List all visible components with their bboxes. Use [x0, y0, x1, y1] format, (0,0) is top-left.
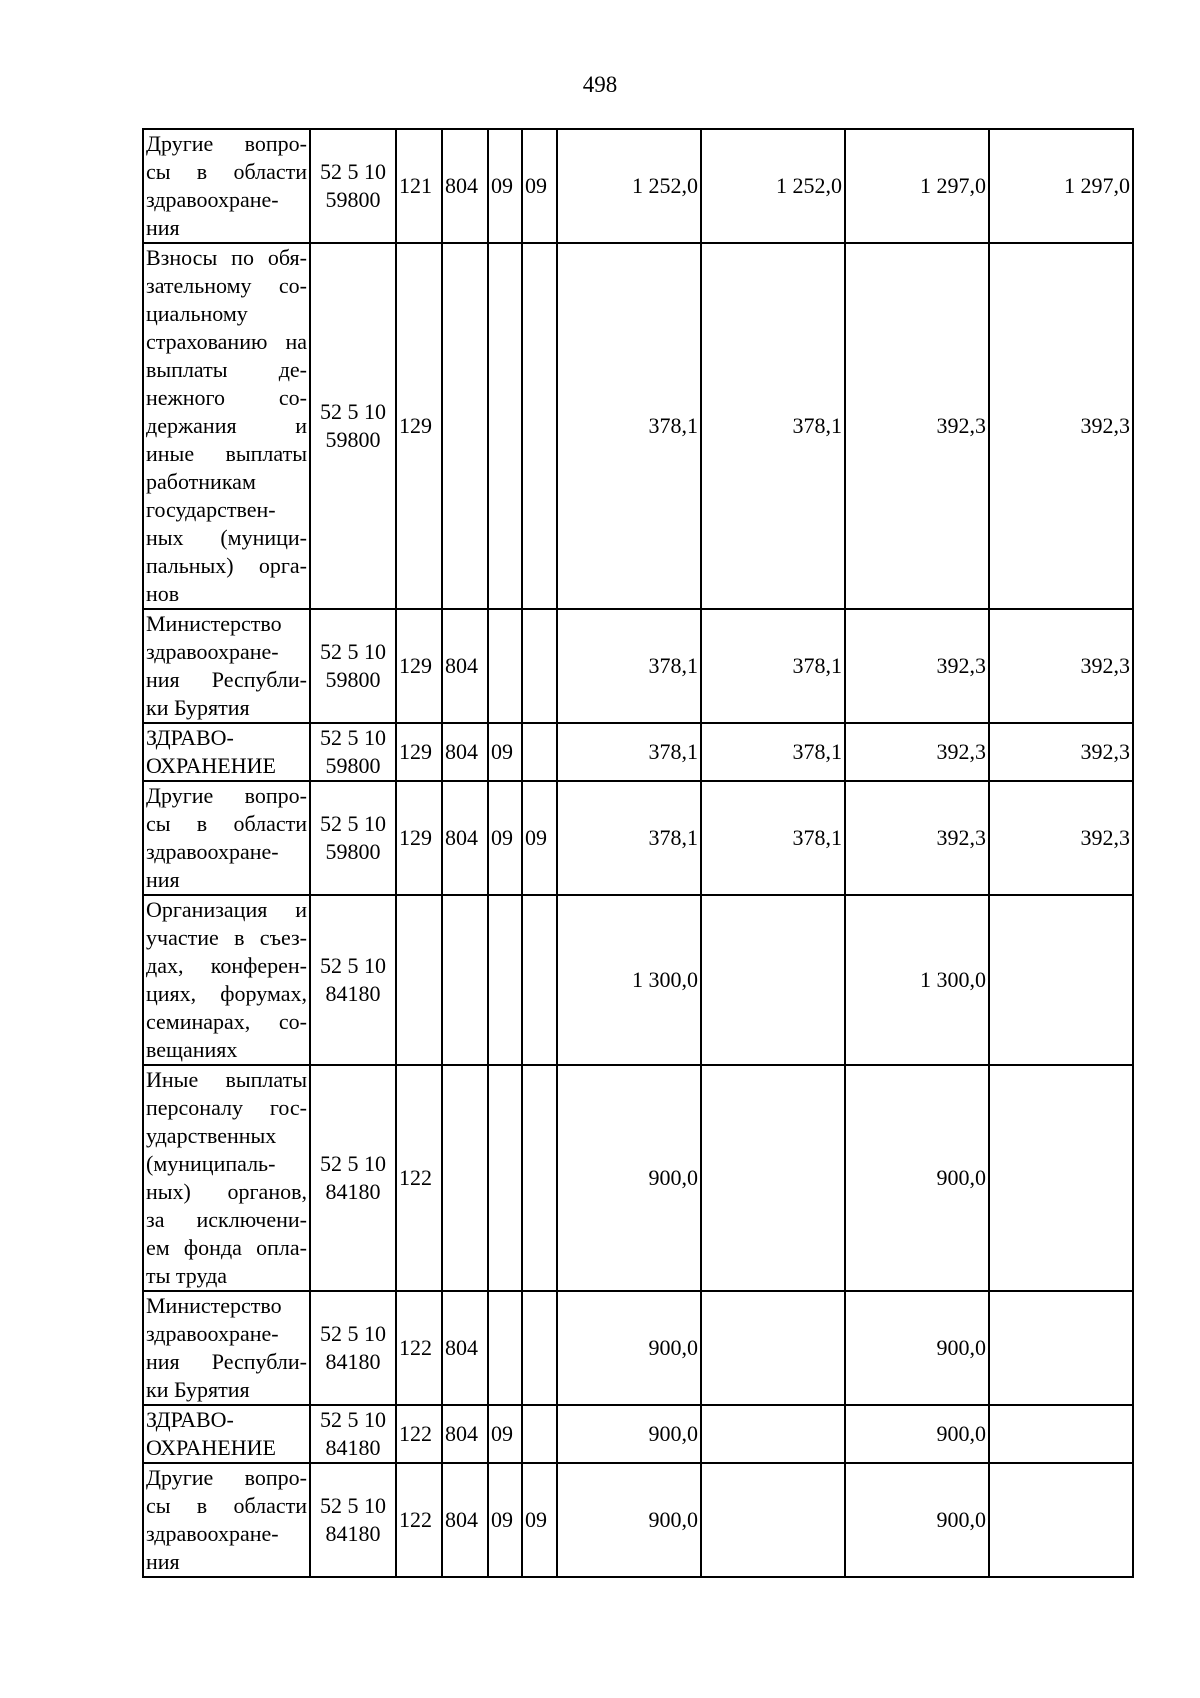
section-cell: 09 [488, 723, 522, 781]
amount-cell-4: 392,3 [989, 609, 1133, 723]
row-name-cell [143, 1463, 310, 1577]
amount-cell-1: 378,1 [557, 609, 701, 723]
row-name-line: здравоохране- [146, 187, 279, 212]
table-row [143, 1291, 1133, 1405]
ministry-code-cell [442, 1065, 488, 1291]
amount-cell-2 [701, 895, 845, 1065]
expense-type-cell: 122 [396, 1065, 442, 1291]
amount-cell-1: 900,0 [557, 1463, 701, 1577]
table-row [143, 723, 1133, 781]
amount-cell-2: 378,1 [701, 723, 845, 781]
expense-type-cell: 122 [396, 1405, 442, 1463]
amount-cell-2: 378,1 [701, 781, 845, 895]
expense-type-cell: 122 [396, 1291, 442, 1405]
amount-cell-1: 900,0 [557, 1065, 701, 1291]
target-article-line: 84180 [325, 1435, 381, 1460]
row-name-line: циях, форумах, [146, 981, 307, 1006]
row-name-line: (муниципаль- [146, 1151, 276, 1176]
expense-type-cell: 129 [396, 243, 442, 609]
expense-type-cell: 121 [396, 129, 442, 243]
row-name-line: сы в области [146, 811, 307, 836]
target-article-cell [310, 243, 396, 609]
row-name-line: здравоохране- [146, 639, 279, 664]
budget-table [142, 128, 1134, 1578]
row-name-cell [143, 895, 310, 1065]
section-cell [488, 1065, 522, 1291]
expense-type-cell: 129 [396, 723, 442, 781]
section-cell: 09 [488, 1405, 522, 1463]
row-name-line: ния [146, 867, 180, 892]
subsection-cell [522, 609, 557, 723]
ministry-code-cell: 804 [442, 609, 488, 723]
row-name-line: зательному со- [146, 273, 307, 298]
target-article-line: 52 5 10 [320, 811, 386, 836]
amount-cell-3: 392,3 [845, 723, 989, 781]
row-name-cell [143, 243, 310, 609]
amount-cell-3: 900,0 [845, 1291, 989, 1405]
amount-cell-2 [701, 1463, 845, 1577]
row-name-line: ОХРАНЕНИЕ [146, 1435, 276, 1460]
amount-cell-4 [989, 1463, 1133, 1577]
row-name-line: ния [146, 215, 180, 240]
row-name-line: ки Бурятия [146, 695, 250, 720]
target-article-line: 84180 [325, 1349, 381, 1374]
amount-cell-1: 378,1 [557, 723, 701, 781]
amount-cell-3: 900,0 [845, 1463, 989, 1577]
ministry-code-cell: 804 [442, 1463, 488, 1577]
section-cell [488, 609, 522, 723]
section-cell [488, 243, 522, 609]
row-name-cell [143, 129, 310, 243]
target-article-cell [310, 723, 396, 781]
subsection-cell: 09 [522, 1463, 557, 1577]
subsection-cell [522, 1065, 557, 1291]
subsection-cell [522, 243, 557, 609]
table-row [143, 243, 1133, 609]
row-name-line: здравоохране- [146, 1521, 279, 1546]
target-article-line: 59800 [325, 187, 381, 212]
target-article-cell [310, 1405, 396, 1463]
target-article-line: 84180 [325, 1179, 381, 1204]
amount-cell-4 [989, 1291, 1133, 1405]
amount-cell-2 [701, 1405, 845, 1463]
target-article-cell [310, 129, 396, 243]
row-name-line: Взносы по обя- [146, 245, 307, 270]
subsection-cell: 09 [522, 781, 557, 895]
page-number: 498 [582, 72, 618, 97]
target-article-line: 59800 [325, 667, 381, 692]
amount-cell-4: 1 297,0 [989, 129, 1133, 243]
amount-cell-1: 900,0 [557, 1405, 701, 1463]
row-name-cell [143, 1291, 310, 1405]
section-cell [488, 1291, 522, 1405]
target-article-line: 59800 [325, 753, 381, 778]
row-name-cell [143, 723, 310, 781]
row-name-line: участие в съез- [146, 925, 307, 950]
row-name-line: ных) органов, [146, 1179, 307, 1204]
target-article-line: 52 5 10 [320, 1321, 386, 1346]
row-name-line: ния Республи- [146, 1349, 307, 1374]
table-body [143, 129, 1133, 1577]
target-article-line: 52 5 10 [320, 639, 386, 664]
row-name-line: дах, конферен- [146, 953, 307, 978]
subsection-cell [522, 1405, 557, 1463]
amount-cell-4: 392,3 [989, 781, 1133, 895]
table-row [143, 1065, 1133, 1291]
row-name-line: работникам [146, 469, 256, 494]
row-name-cell [143, 1405, 310, 1463]
table-row [143, 609, 1133, 723]
section-cell [488, 895, 522, 1065]
section-cell: 09 [488, 781, 522, 895]
row-name-line: ОХРАНЕНИЕ [146, 753, 276, 778]
amount-cell-3: 392,3 [845, 781, 989, 895]
amount-cell-3: 1 297,0 [845, 129, 989, 243]
row-name-cell [143, 781, 310, 895]
amount-cell-1: 378,1 [557, 243, 701, 609]
section-cell: 09 [488, 1463, 522, 1577]
row-name-line: ных (муници- [146, 525, 307, 550]
target-article-line: 52 5 10 [320, 1493, 386, 1518]
subsection-cell: 09 [522, 129, 557, 243]
amount-cell-4 [989, 1065, 1133, 1291]
ministry-code-cell: 804 [442, 781, 488, 895]
subsection-cell [522, 1291, 557, 1405]
amount-cell-3: 1 300,0 [845, 895, 989, 1065]
row-name-line: выплаты де- [146, 357, 307, 382]
amount-cell-1: 900,0 [557, 1291, 701, 1405]
row-name-line: ударственных [146, 1123, 277, 1148]
row-name-line: сы в области [146, 159, 307, 184]
table-row [143, 1463, 1133, 1577]
ministry-code-cell [442, 243, 488, 609]
row-name-line: страхованию на [146, 329, 307, 354]
amount-cell-2: 378,1 [701, 243, 845, 609]
target-article-cell [310, 895, 396, 1065]
table-row [143, 129, 1133, 243]
target-article-line: 52 5 10 [320, 725, 386, 750]
amount-cell-2: 1 252,0 [701, 129, 845, 243]
amount-cell-1: 378,1 [557, 781, 701, 895]
row-name-line: Организация и [146, 897, 307, 922]
row-name-line: вещаниях [146, 1037, 238, 1062]
row-name-line: семинарах, со- [146, 1009, 307, 1034]
target-article-line: 59800 [325, 839, 381, 864]
target-article-line: 52 5 10 [320, 399, 386, 424]
target-article-line: 52 5 10 [320, 953, 386, 978]
row-name-line: ния [146, 1549, 180, 1574]
row-name-line: держания и [146, 413, 307, 438]
row-name-line: ЗДРАВО- [146, 1407, 234, 1432]
row-name-line: за исключени- [146, 1207, 307, 1232]
row-name-line: Другие вопро- [146, 1465, 307, 1490]
row-name-line: ты труда [146, 1263, 228, 1288]
target-article-cell [310, 1065, 396, 1291]
target-article-line: 59800 [325, 427, 381, 452]
amount-cell-2: 378,1 [701, 609, 845, 723]
amount-cell-4 [989, 1405, 1133, 1463]
subsection-cell [522, 723, 557, 781]
expense-type-cell: 129 [396, 781, 442, 895]
amount-cell-2 [701, 1065, 845, 1291]
row-name-line: ем фонда опла- [146, 1235, 307, 1260]
target-article-line: 52 5 10 [320, 1151, 386, 1176]
amount-cell-4: 392,3 [989, 723, 1133, 781]
target-article-line: 52 5 10 [320, 159, 386, 184]
section-cell: 09 [488, 129, 522, 243]
amount-cell-3: 392,3 [845, 243, 989, 609]
amount-cell-2 [701, 1291, 845, 1405]
expense-type-cell: 122 [396, 1463, 442, 1577]
target-article-line: 84180 [325, 981, 381, 1006]
row-name-line: сы в области [146, 1493, 307, 1518]
row-name-line: иные выплаты [146, 441, 307, 466]
row-name-line: здравоохране- [146, 839, 279, 864]
table-row [143, 781, 1133, 895]
target-article-cell [310, 609, 396, 723]
row-name-line: нов [146, 581, 180, 606]
amount-cell-3: 900,0 [845, 1405, 989, 1463]
row-name-line: пальных) орга- [146, 553, 307, 578]
row-name-line: Министерство [146, 611, 282, 636]
row-name-line: ЗДРАВО- [146, 725, 234, 750]
amount-cell-4: 392,3 [989, 243, 1133, 609]
row-name-cell [143, 609, 310, 723]
amount-cell-4 [989, 895, 1133, 1065]
row-name-line: здравоохране- [146, 1321, 279, 1346]
row-name-line: циальному [146, 301, 248, 326]
amount-cell-3: 392,3 [845, 609, 989, 723]
row-name-line: ния Республи- [146, 667, 307, 692]
ministry-code-cell [442, 895, 488, 1065]
row-name-line: ки Бурятия [146, 1377, 250, 1402]
row-name-line: Иные выплаты [146, 1067, 307, 1092]
amount-cell-1: 1 300,0 [557, 895, 701, 1065]
row-name-line: государствен- [146, 497, 276, 522]
expense-type-cell [396, 895, 442, 1065]
table-row [143, 895, 1133, 1065]
target-article-cell [310, 1463, 396, 1577]
row-name-line: Другие вопро- [146, 131, 307, 156]
target-article-line: 52 5 10 [320, 1407, 386, 1432]
subsection-cell [522, 895, 557, 1065]
row-name-line: персоналу гос- [146, 1095, 307, 1120]
amount-cell-1: 1 252,0 [557, 129, 701, 243]
row-name-line: нежного со- [146, 385, 307, 410]
ministry-code-cell: 804 [442, 723, 488, 781]
target-article-cell [310, 1291, 396, 1405]
ministry-code-cell: 804 [442, 129, 488, 243]
amount-cell-3: 900,0 [845, 1065, 989, 1291]
target-article-cell [310, 781, 396, 895]
ministry-code-cell: 804 [442, 1291, 488, 1405]
row-name-line: Другие вопро- [146, 783, 307, 808]
ministry-code-cell: 804 [442, 1405, 488, 1463]
expense-type-cell: 129 [396, 609, 442, 723]
row-name-cell [143, 1065, 310, 1291]
table-row [143, 1405, 1133, 1463]
target-article-line: 84180 [325, 1521, 381, 1546]
row-name-line: Министерство [146, 1293, 282, 1318]
